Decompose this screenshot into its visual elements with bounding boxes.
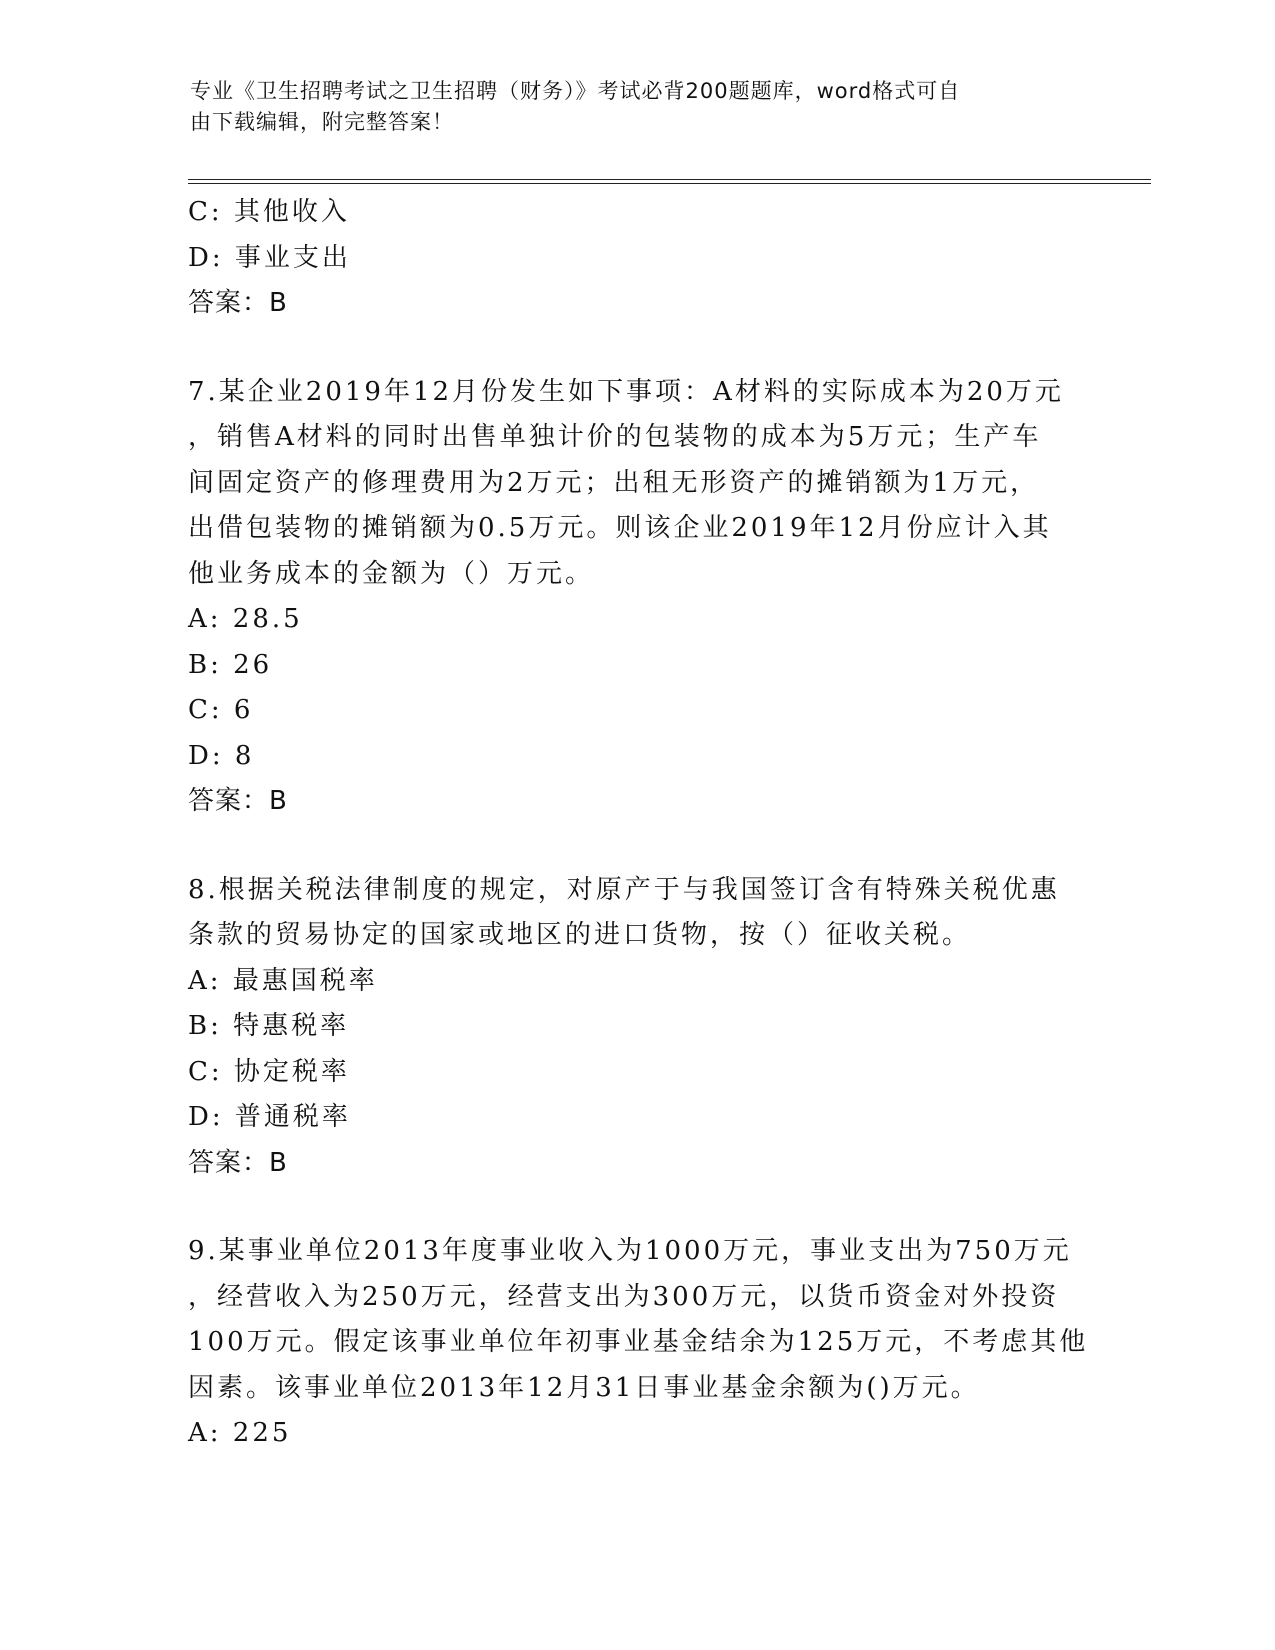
q9-stem-line: 100万元。假定该事业单位年初事业基金结余为125万元，不考虑其他	[188, 1327, 1089, 1357]
q9-stem-line: 9.某事业单位2013年度事业收入为1000万元，事业支出为750万元	[188, 1236, 1072, 1266]
q7-stem-line: ，销售A材料的同时出售单独计价的包装物的成本为5万元；生产车	[188, 422, 1042, 452]
spacer	[188, 825, 1088, 868]
question-7	[188, 370, 1088, 825]
spacer	[188, 1186, 1088, 1229]
q6-option-c: C: 其他收入	[188, 197, 350, 227]
q8-answer: 答案：B	[188, 1147, 288, 1178]
q7-stem-line: 7.某企业2019年12月份发生如下事项：A材料的实际成本为20万元	[188, 376, 1064, 407]
q6-answer: 答案：B	[188, 288, 288, 318]
q8-option-c: C: 协定税率	[188, 1056, 350, 1087]
q6-option-d: D: 事业支出	[188, 242, 351, 273]
q7-option-d: D: 8	[188, 740, 255, 771]
header-divider-top	[188, 179, 1151, 180]
document-header	[190, 76, 1090, 138]
q7-option-a: A: 28.5	[188, 604, 303, 634]
q7-option-c: C: 6	[188, 695, 254, 725]
q7-answer: 答案：B	[188, 786, 288, 816]
header-line-1: 专业《卫生招聘考试之卫生招聘（财务）》考试必背200题题库，word格式可自	[190, 79, 961, 103]
spacer	[188, 327, 1088, 370]
q9-stem-line: ，经营收入为250万元，经营支出为300万元，以货币资金对外投资	[188, 1281, 1060, 1312]
document-body	[188, 190, 1088, 1457]
q7-stem-line: 间固定资产的修理费用为2万元；出租无形资产的摊销额为1万元，	[188, 467, 1040, 498]
q7-stem-line: 出借包装物的摊销额为0.5万元。则该企业2019年12月份应计入其	[188, 513, 1052, 543]
q7-option-b: B: 26	[188, 649, 273, 680]
q8-stem-line: 条款的贸易协定的国家或地区的进口货物，按（）征收关税。	[188, 920, 972, 950]
question-8	[188, 868, 1088, 1187]
q8-option-d: D: 普通税率	[188, 1102, 351, 1132]
question-9	[188, 1229, 1088, 1457]
header-line-2: 由下载编辑，附完整答案！	[190, 110, 454, 134]
q8-option-a: A: 最惠国税率	[188, 965, 378, 996]
q9-option-a: A: 225	[188, 1418, 292, 1448]
q8-option-b: B: 特惠税率	[188, 1011, 350, 1041]
question-6-tail	[188, 190, 1088, 327]
q7-stem-line: 他业务成本的金额为（）万元。	[188, 558, 595, 589]
q9-stem-line: 因素。该事业单位2013年12月31日事业基金余额为()万元。	[188, 1372, 980, 1403]
q8-stem-line: 8.根据关税法律制度的规定，对原产于与我国签订含有特殊关税优惠	[188, 874, 1060, 905]
header-divider-bottom	[188, 183, 1151, 184]
